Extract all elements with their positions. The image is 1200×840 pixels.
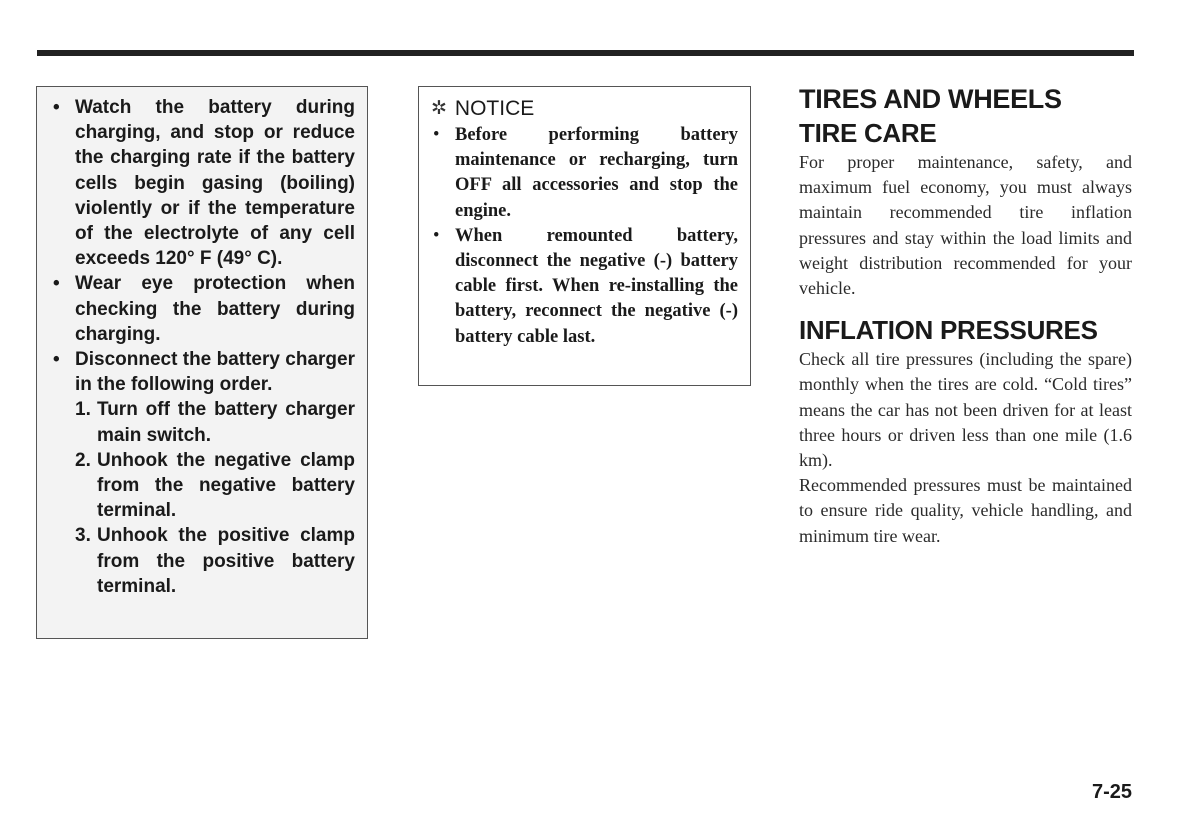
step-text: Turn off the battery charger main switch. (97, 399, 355, 446)
asterisk-icon: ✲ (431, 98, 447, 119)
warning-box (36, 86, 368, 639)
step-text: Unhook the positive clamp from the positive battery terminal. (97, 525, 355, 597)
top-rule (37, 50, 1134, 56)
inflation-body-2: Recommended pressures must be maintained to ensure ride quality, vehicle handling, and minimum tire wear. (799, 475, 1132, 546)
tire-care-body: For proper maintenance, safety, and maximum fuel economy, you must always maintain recommended tire inflation pressures and stay within the load limits and weight distribution recommended for your vehicle. (799, 152, 1132, 299)
tire-care-heading: TIRE CARE (799, 118, 937, 148)
step-number: 2. (75, 449, 91, 471)
step-number: 1. (75, 399, 91, 421)
warning-list (49, 95, 355, 599)
warning-item-text: Wear eye protection when checking the battery during charging. (75, 273, 355, 345)
warning-item (49, 95, 355, 271)
step-list (75, 397, 355, 599)
bullet-icon: • (433, 125, 440, 145)
section-title: TIRES AND WHEELS (799, 84, 1062, 114)
right-column (799, 82, 1132, 549)
bullet-icon: • (53, 349, 60, 371)
notice-item (431, 123, 738, 224)
step-item (75, 523, 355, 599)
notice-item-text: Before performing battery maintenance or recharging, turn OFF all accessories and stop the engine. (455, 125, 738, 221)
notice-title: NOTICE (454, 97, 535, 120)
warning-item (49, 347, 355, 599)
step-item (75, 397, 355, 447)
notice-box (418, 86, 751, 386)
bullet-icon: • (53, 273, 60, 295)
inflation-body-1: Check all tire pressures (including the spare) monthly when the tires are cold. “Cold tires” means the car has not been driven for at least three hours or driven less than one mile (1.6 km). (799, 349, 1132, 471)
notice-item (431, 224, 738, 350)
inflation-heading: INFLATION PRESSURES (799, 315, 1098, 346)
bullet-icon: • (53, 97, 60, 118)
warning-item-text: Disconnect the battery charger in the following order. (75, 349, 355, 396)
step-item (75, 448, 355, 524)
page-number: 7-25 (1091, 781, 1132, 803)
bullet-icon: • (433, 225, 440, 246)
notice-heading (431, 95, 738, 123)
step-number: 3. (75, 525, 91, 547)
notice-list (431, 123, 738, 350)
step-text: Unhook the negative clamp from the negative battery terminal. (97, 449, 355, 522)
warning-item (49, 271, 355, 347)
warning-item-text: Watch the battery during charging, and stop or reduce the charging rate if the battery cells begin gasing (boiling) violently or if the temperature of the electrolyte of any cell exceeds 120° F (49° C). (75, 97, 355, 270)
notice-item-text: When remounted battery, disconnect the negative (-) battery cable first. When re-installing the battery, reconnect the negative (-) battery cable last. (455, 225, 738, 347)
